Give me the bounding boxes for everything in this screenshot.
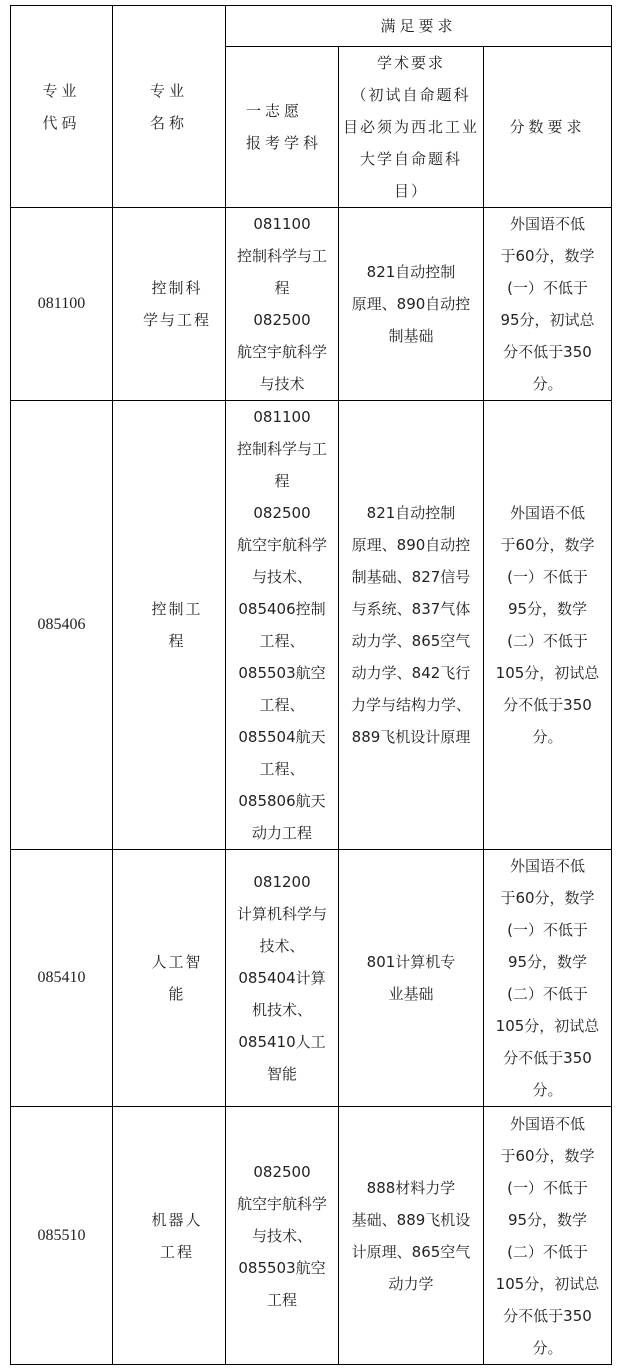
major-code: 085510 [11,1107,113,1365]
header-score-requirements: 分数要求 [484,47,612,208]
score-requirements: 外国语不低 于60分，数学 (一）不低于 95分，数学 (二）不低于 105分，初试总 分不低于350 分。 [484,1107,612,1365]
table-row [11,850,612,1107]
academic-requirements: 888材料力学 基础、889飞机设 计原理、865空气 动力学 [339,1107,484,1365]
major-name: 控制科 学与工程 [113,208,226,401]
header-row-1 [11,6,612,47]
first-choice-subjects: 081200 计算机科学与 技术、 085404计算 机技术、 085410人工 智能 [226,850,339,1107]
academic-requirements: 801计算机专 业基础 [339,850,484,1107]
table-row [11,1107,612,1365]
score-requirements: 外国语不低 于60分，数学 (一）不低于 95分，数学 (二）不低于 105分，初试总 分不低于350 分。 [484,850,612,1107]
score-requirements: 外国语不低 于60分，数学 (一）不低于 95分，数学 (二）不低于 105分，初试总 分不低于350 分。 [484,401,612,850]
score-requirements: 外国语不低 于60分，数学 (一）不低于 95分，初试总 分不低于350 分。 [484,208,612,401]
major-code: 081100 [11,208,113,401]
major-name: 控制工 程 [113,401,226,850]
header-first-choice: 一志愿 报考学科 [226,47,339,208]
table-row [11,401,612,850]
table-row [11,208,612,401]
header-major-name: 专业 名称 [113,6,226,208]
header-major-code: 专业 代码 [11,6,113,208]
first-choice-subjects: 082500 航空宇航科学 与技术、 085503航空 工程 [226,1107,339,1365]
major-name: 人工智 能 [113,850,226,1107]
requirements-table [10,5,612,1365]
header-academic-requirements: 学术要求 （初试自命题科 目必须为西北工业 大学自命题科 目） [339,47,484,208]
academic-requirements: 821自动控制 原理、890自动控 制基础、827信号 与系统、837气体 动力学、865空气 动力学、842飞行 力学与结构力学、 889飞机设计原理 [339,401,484,850]
major-code: 085406 [11,401,113,850]
first-choice-subjects: 081100 控制科学与工 程 082500 航空宇航科学 与技术、 085406控制 工程、 085503航空 工程、 085504航天 工程、 085806航天 动力工程 [226,401,339,850]
major-name: 机器人 工程 [113,1107,226,1365]
major-code: 085410 [11,850,113,1107]
header-requirements: 满足要求 [226,6,612,47]
academic-requirements: 821自动控制 原理、890自动控 制基础 [339,208,484,401]
first-choice-subjects: 081100 控制科学与工 程 082500 航空宇航科学 与技术 [226,208,339,401]
